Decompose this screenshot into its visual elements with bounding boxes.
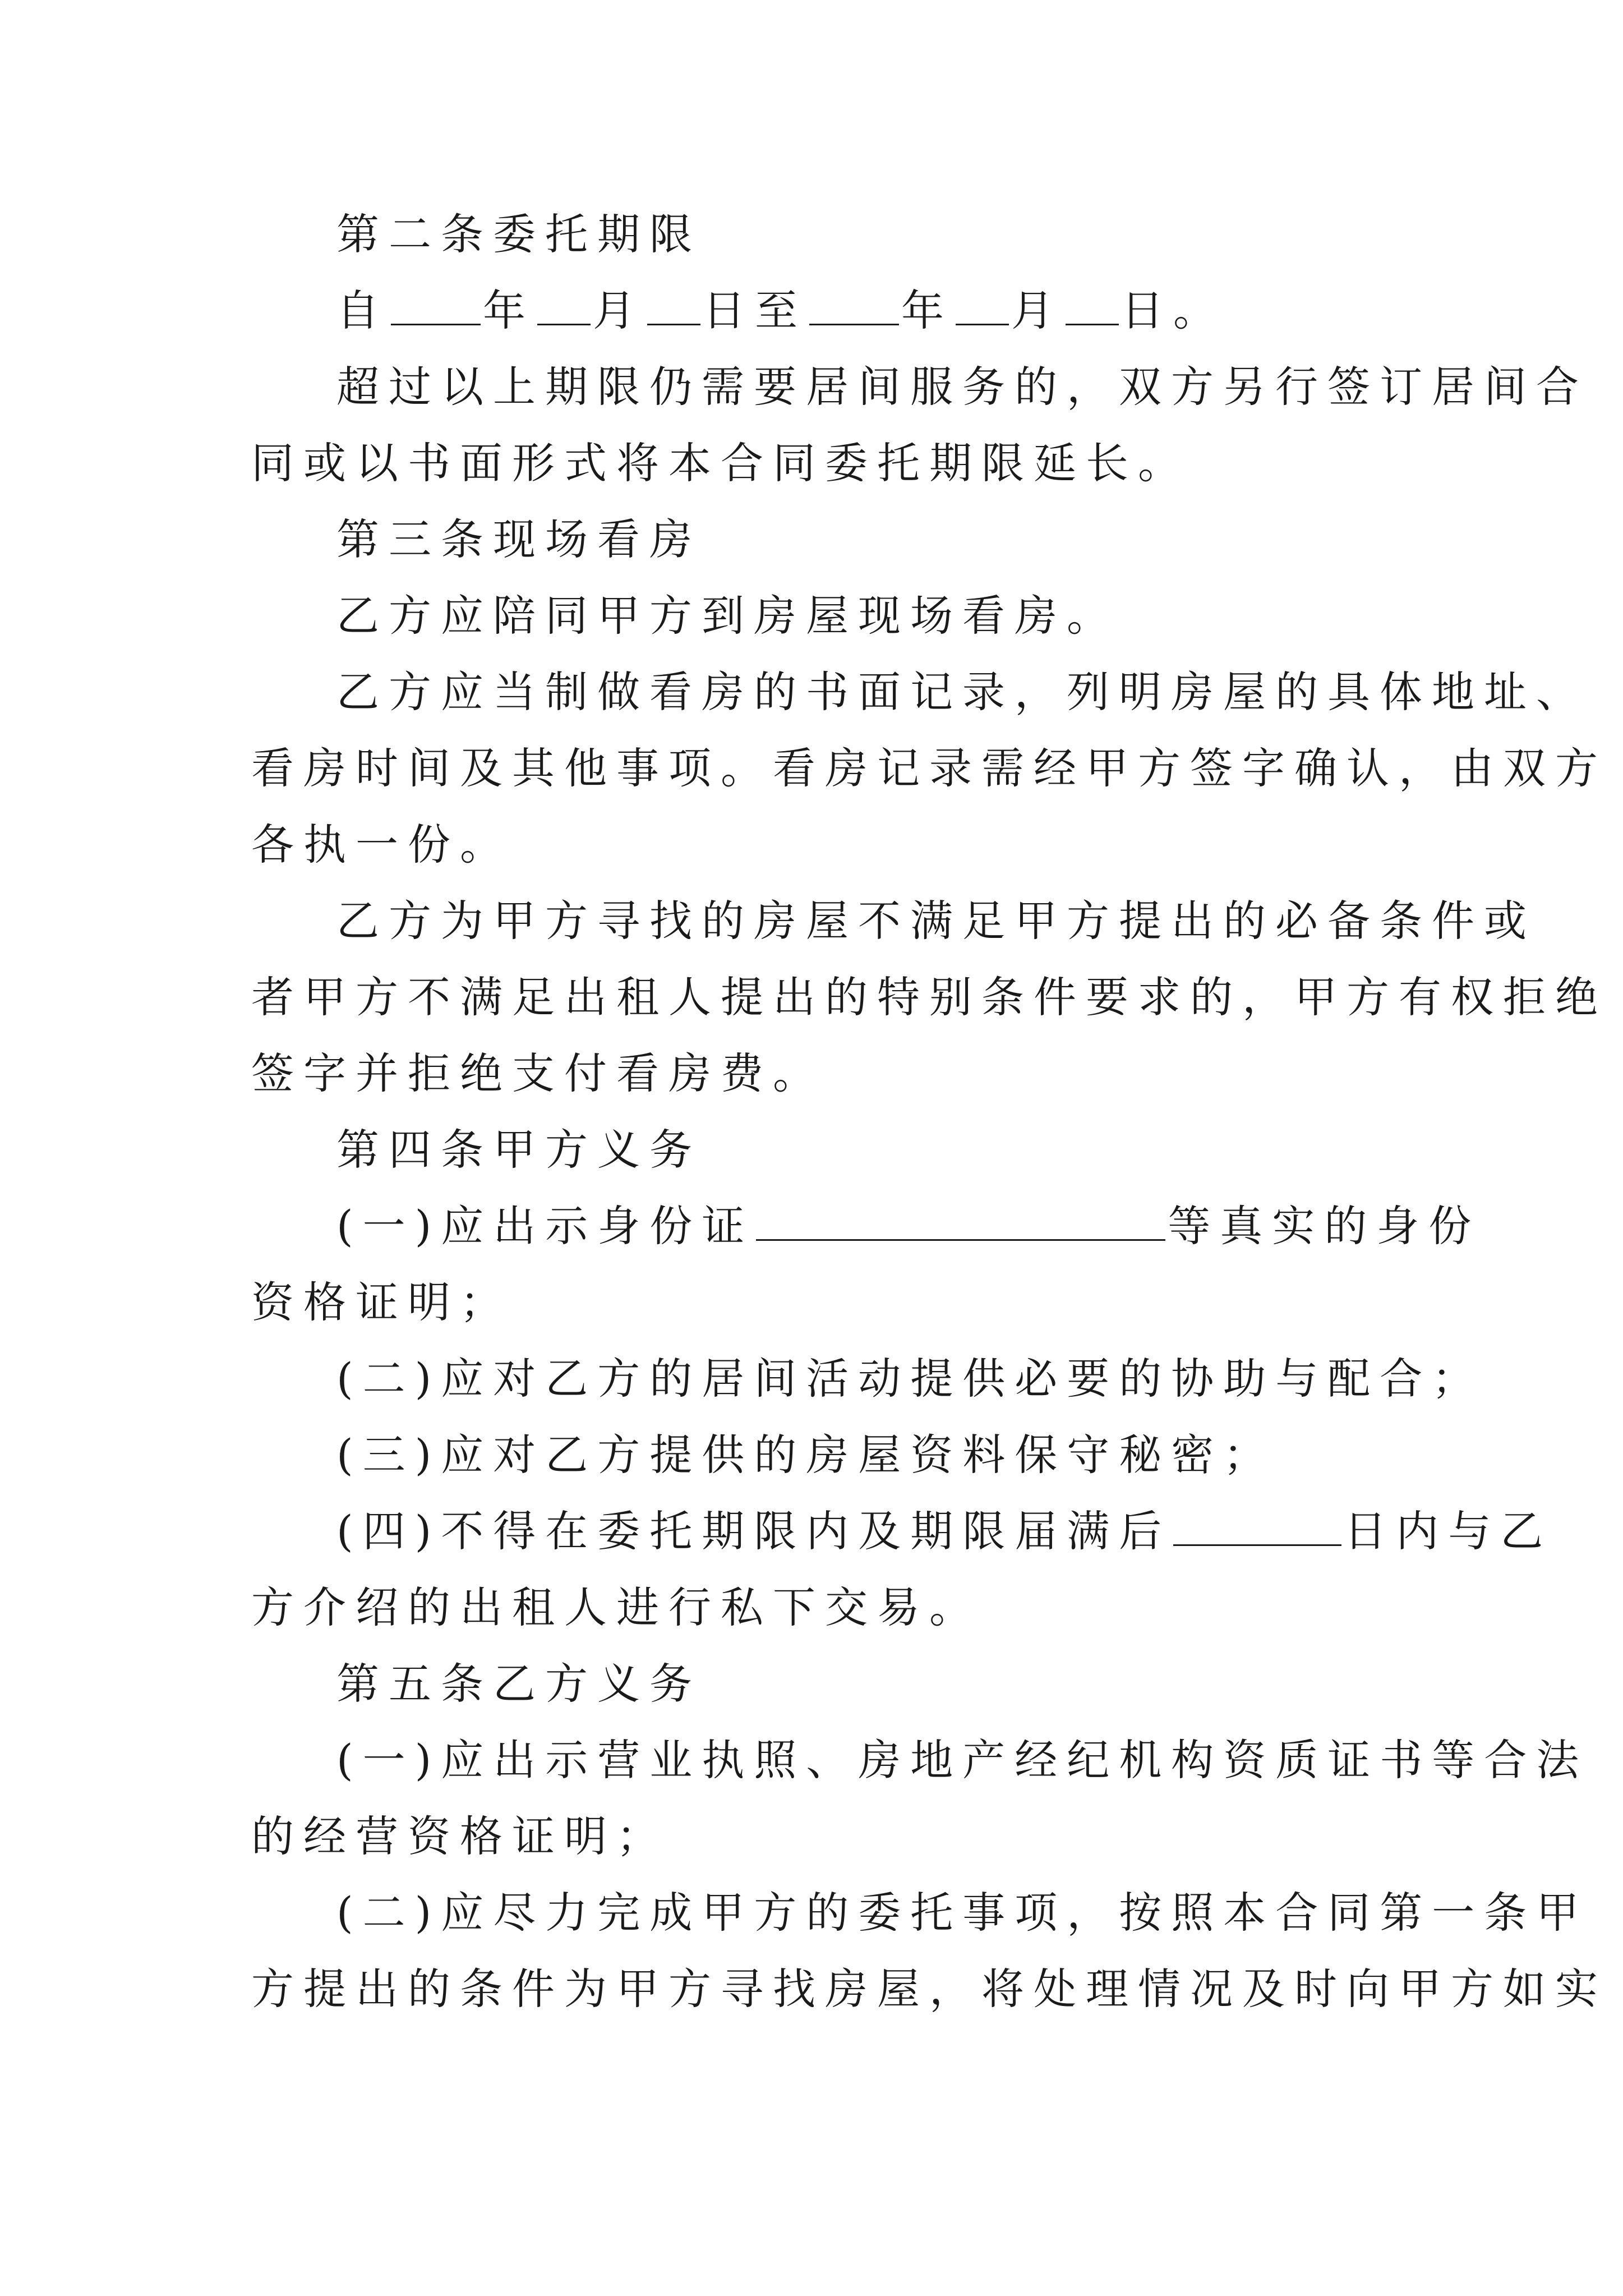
article-5-item-2: (二)应尽力完成甲方的委托事项，按照本合同第一条甲 [336,1888,1589,1938]
day-to-label: 日至 [703,286,807,335]
paragraph-line: 各执一份。 [251,820,512,869]
end-month-blank [956,289,1009,325]
article-2-heading: 第二条委托期限 [336,209,702,259]
paragraph-line: 资格证明； [251,1277,512,1327]
item-text: (一)应出示身份证 [336,1201,754,1251]
paragraph-line: 看房时间及其他事项。看房记录需经甲方签字确认，由双方 [251,743,1607,793]
paragraph-line: 同或以书面形式将本合同委托期限延长。 [251,438,1190,488]
start-year-blank [391,289,481,325]
item-text: (四)不得在委托期限内及期限届满后 [336,1506,1172,1556]
year-label-2: 年 [901,286,953,335]
month-label: 月 [593,286,645,335]
item-text: 日内与乙 [1344,1506,1553,1556]
paragraph-line: 乙方为甲方寻找的房屋不满足甲方提出的必备条件或 [336,896,1536,946]
start-month-blank [537,289,591,325]
paragraph-line: 超过以上期限仍需要居间服务的，双方另行签订居间合 [336,362,1588,412]
year-label: 年 [483,286,535,335]
end-year-blank [809,289,899,325]
item-text: 等真实的身份 [1168,1201,1481,1251]
article-2-period-line [336,283,1225,339]
end-day-blank [1066,289,1119,325]
id-document-blank [756,1204,1165,1241]
paragraph-line: 乙方应当制做看房的书面记录，列明房屋的具体地址、 [336,667,1588,717]
paragraph-line: 乙方应陪同甲方到房屋现场看房。 [336,591,1119,641]
article-5-heading: 第五条乙方义务 [336,1659,702,1709]
days-blank [1173,1510,1341,1546]
paragraph-line: 方提出的条件为甲方寻找房屋，将处理情况及时向甲方如实 [251,1964,1607,2014]
start-day-blank [647,289,700,325]
article-4-item-4 [336,1503,1552,1559]
day-label-end: 日。 [1121,286,1225,335]
article-3-heading: 第三条现场看房 [336,514,702,564]
month-label-2: 月 [1011,286,1063,335]
paragraph-line: 方介绍的出租人进行私下交易。 [251,1582,981,1632]
article-4-heading: 第四条甲方义务 [336,1125,702,1175]
article-4-item-3: (三)应对乙方提供的房屋资料保守秘密； [336,1430,1276,1480]
paragraph-line: 签字并拒绝支付看房费。 [251,1048,825,1098]
period-from-label: 自 [336,286,389,335]
paragraph-line: 者甲方不满足出租人提出的特别条件要求的，甲方有权拒绝 [251,972,1607,1022]
article-4-item-1 [336,1198,1481,1254]
article-5-item-1: (一)应出示营业执照、房地产经纪机构资质证书等合法 [336,1735,1589,1785]
article-4-item-2: (二)应对乙方的居间活动提供必要的协助与配合； [336,1354,1484,1404]
paragraph-line: 的经营资格证明； [251,1811,668,1861]
